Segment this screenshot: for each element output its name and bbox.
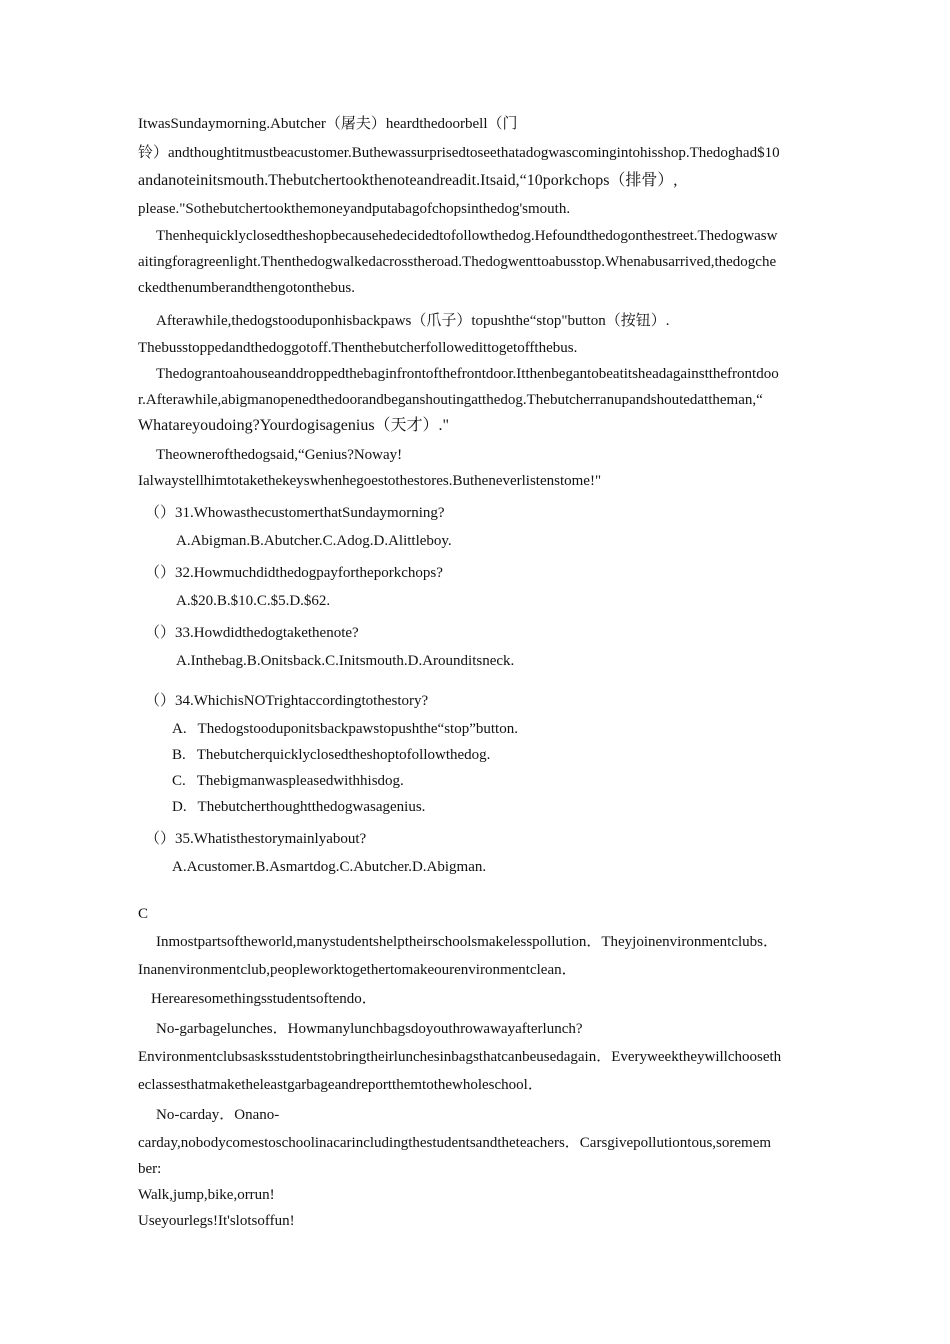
passage-line: Useyourlegs!It'slotsoffun! (138, 1213, 295, 1229)
passage-line: No-carday．Onano- (156, 1107, 280, 1123)
passage-line: No-garbagelunches．Howmanylunchbagsdoyouthrowawayafterlunch? (156, 1021, 583, 1037)
question-32-options: A.$20.B.$10.C.$5.D.$62. (176, 593, 331, 609)
passage-line: ckedthenumberandthengotonthebus. (138, 280, 356, 296)
passage-line: aitingforagreenlight.Thenthedogwalkedacrosstheroad.Thedogwenttoabusstop.Whenabusarrived,thedogche (138, 254, 777, 270)
question-34-choice-b: B. Thebutcherquicklyclosedtheshoptofollowthedog. (172, 747, 491, 763)
passage-line: Thedograntoahouseanddroppedthebaginfrontofthefrontdoor.Itthenbegantobeatitsheadagainstthefrontdoo (156, 366, 779, 382)
passage-line: Herearesomethingsstudentsoftendo． (151, 991, 377, 1007)
passage-line: ber: (138, 1161, 162, 1177)
question-34-choice-c: C. Thebigmanwaspleasedwithhisdog. (172, 773, 404, 789)
passage-line: 铃）andthoughtitmustbeacustomer.Buthewassurprisedtoseethatadogwascomingintohisshop.Thedoghad$10 (138, 145, 780, 161)
passage-line: ItwasSundaymorning.Abutcher（屠夫）heardthedoorbell（门 (138, 116, 518, 132)
question-34-choice-d: D. Thebutcherthoughtthedogwasagenius. (172, 799, 426, 815)
passage-c-heading: C (138, 906, 149, 922)
passage-line: Afterawhile,thedogstooduponhisbackpaws（爪子）topushthe“stop"button（按钮）. (156, 313, 670, 329)
passage-line: Thenhequicklyclosedtheshopbecausehedecidedtofollowthedog.Hefoundthedogonthestreet.Thedogwasw (156, 228, 778, 244)
passage-line: Theownerofthedogsaid,“Genius?Noway! (156, 447, 403, 463)
question-31-stem: （）31.WhowasthecustomerthatSundaymorning? (145, 505, 445, 521)
question-33-options: A.Inthebag.B.Onitsback.C.Initsmouth.D.Arounditsneck. (176, 653, 515, 669)
passage-line: andanoteinitsmouth.Thebutchertookthenoteandreadit.Itsaid,“10porkchops（排骨）, (138, 172, 678, 189)
passage-line: eclassesthatmaketheleastgarbageandreportthemtothewholeschool． (138, 1077, 543, 1093)
question-32-stem: （）32.Howmuchdidthedogpayfortheporkchops? (145, 565, 443, 581)
passage-line: please."Sothebutchertookthemoneyandputabagofchopsinthedog'smouth. (138, 201, 571, 217)
passage-line: Environmentclubsasksstudentstobringtheirlunchesinbagsthatcanbeusedagain．Everyweektheywillchooseth (138, 1049, 782, 1065)
question-31-options: A.Abigman.B.Abutcher.C.Adog.D.Alittleboy. (176, 533, 452, 549)
passage-line: r.Afterawhile,abigmanopenedthedoorandbeganshoutingatthedog.Thebutcherranupandshoutedattheman,“ (138, 392, 763, 408)
passage-line: Walk,jump,bike,orrun! (138, 1187, 275, 1203)
question-34-choice-a: A. Thedogstooduponitsbackpawstopushthe“stop”button. (172, 721, 518, 737)
passage-line: Ialwaystellhimtotakethekeyswhenhegoestothestores.Butheneverlistenstome!" (138, 473, 602, 489)
question-35-options: A.Acustomer.B.Asmartdog.C.Abutcher.D.Abigman. (172, 859, 487, 875)
passage-line: Whatareyoudoing?Yourdogisagenius（天才）." (138, 417, 450, 434)
passage-line: carday,nobodycomestoschoolinacarincludingthestudentsandtheteachers．Carsgivepollutiontous,soremem (138, 1135, 772, 1151)
passage-line: Inanenvironmentclub,peopleworktogethertomakeourenvironmentclean． (138, 962, 577, 978)
question-33-stem: （）33.Howdidthedogtakethenote? (145, 625, 359, 641)
question-34-stem: （）34.WhichisNOTrightaccordingtothestory? (145, 693, 429, 709)
passage-line: Inmostpartsoftheworld,manystudentshelptheirschoolsmakelesspollution．Theyjoinenvironmentclubs． (156, 934, 778, 950)
question-35-stem: （）35.Whatisthestorymainlyabout? (145, 831, 367, 847)
passage-line: Thebusstoppedandthedoggotoff.Thenthebutcherfollowedittogetoffthebus. (138, 340, 578, 356)
